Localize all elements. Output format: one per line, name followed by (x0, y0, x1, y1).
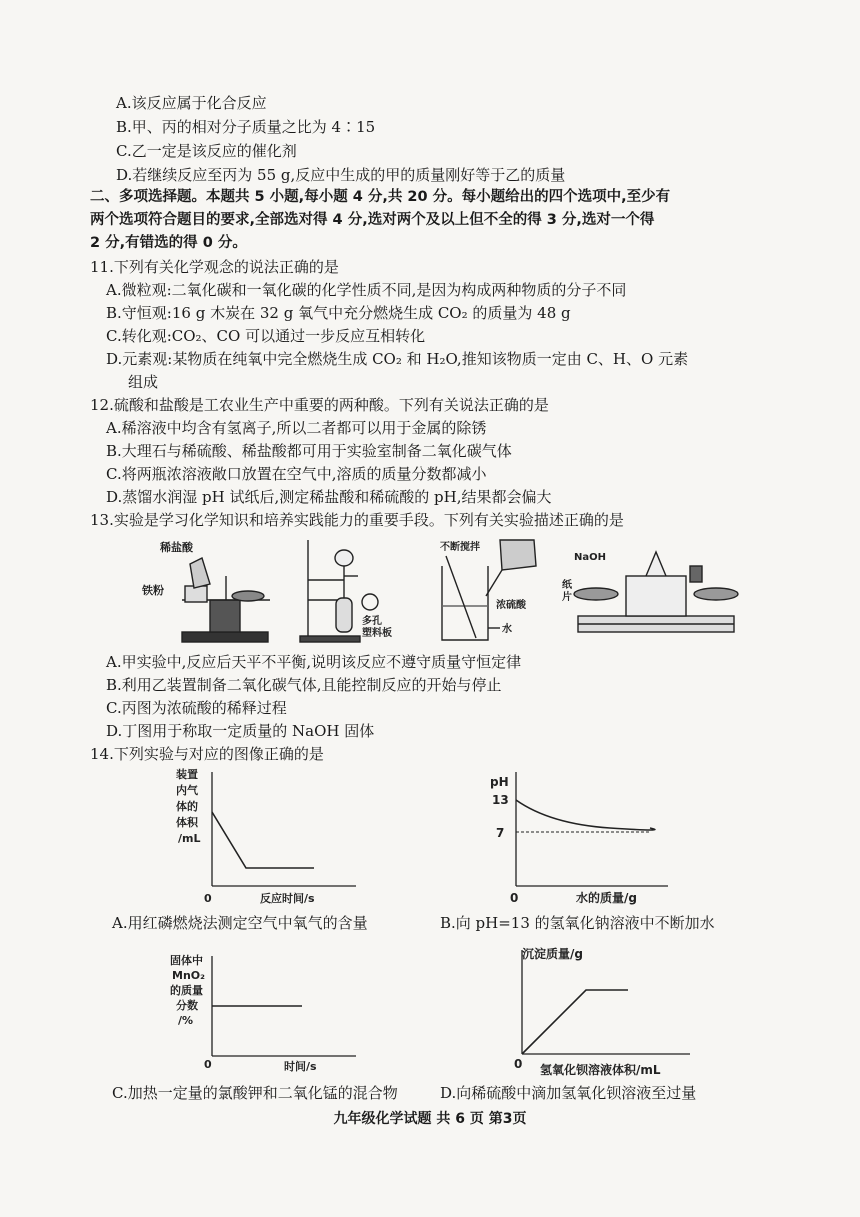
q12-option-c: C.将两瓶浓溶液敞口放置在空气中,溶质的质量分数都减小 (106, 465, 487, 483)
q10-option-c: C.乙一定是该反应的催化剂 (116, 142, 297, 160)
graph-d-xlabel: 氢氧化钡溶液体积/mL (540, 1063, 661, 1077)
graph-a-origin: 0 (204, 892, 212, 905)
graph-b-ytick-13: 13 (492, 793, 509, 807)
q11-option-c: C.转化观:CO₂、CO 可以通过一步反应互相转化 (106, 327, 426, 345)
graph-a (166, 766, 366, 906)
label-ding-paper2: 片 (562, 592, 572, 603)
label-jia-acid: 稀盐酸 (160, 541, 193, 554)
q11-option-d-cont: 组成 (128, 373, 159, 391)
graph-c (166, 948, 366, 1080)
q11-option-d: D.元素观:某物质在纯氧中完全燃烧生成 CO₂ 和 H₂O,推知该物质一定由 C、H、O 元素 (106, 350, 689, 368)
q12-option-d: D.蒸馏水润湿 pH 试纸后,测定稀盐酸和稀硫酸的 pH,结果都会偏大 (106, 488, 552, 506)
q11-stem: 11.下列有关化学观念的说法正确的是 (90, 258, 339, 276)
q12-option-b: B.大理石与稀硫酸、稀盐酸都可用于实验室制备二氧化碳气体 (106, 442, 512, 460)
graph-b-ytick-7: 7 (496, 826, 505, 840)
label-yi-plate2: 塑料板 (362, 628, 392, 639)
graph-d-ylabel: 沉淀质量/g (522, 947, 583, 961)
page-footer: 九年级化学试题 共 6 页 第3页 (333, 1111, 527, 1127)
label-jia-iron: 铁粉 (142, 584, 164, 597)
graph-d-origin: 0 (514, 1057, 523, 1071)
graph-c-ylabel-4: 分数 (176, 999, 198, 1012)
q10-option-d: D.若继续反应至丙为 55 g,反应中生成的甲的质量刚好等于乙的质量 (116, 166, 566, 184)
q14-caption-a: A.用红磷燃烧法测定空气中氧气的含量 (112, 914, 368, 932)
graph-b-curve (516, 800, 655, 830)
q12-option-a: A.稀溶液中均含有氢离子,所以二者都可以用于金属的除锈 (106, 419, 487, 437)
label-ding-paper1: 纸 (562, 580, 572, 591)
section2-instructions-2: 两个选项符合题目的要求,全部选对得 4 分,选对两个及以上但不全的得 3 分,选对一个得 (90, 212, 655, 228)
q12-stem: 12.硫酸和盐酸是工农业生产中重要的两种酸。下列有关说法正确的是 (90, 396, 549, 414)
graph-c-origin: 0 (204, 1058, 212, 1071)
q10-option-b: B.甲、丙的相对分子质量之比为 4∶15 (116, 118, 376, 136)
graph-b-origin: 0 (510, 891, 519, 905)
section2-instructions-1: 二、多项选择题。本题共 5 小题,每小题 4 分,共 20 分。每小题给出的四个选项中,至少有 (90, 189, 671, 205)
apparatus-bing (440, 540, 536, 640)
graph-a-ylabel-1: 装置 (176, 768, 198, 781)
graph-b-ylabel: pH (490, 775, 509, 789)
label-yi-plate1: 多孔 (362, 616, 382, 627)
graph-c-ylabel-1: 固体中 (170, 954, 203, 967)
section2-instructions-3: 2 分,有错选的得 0 分。 (90, 235, 247, 251)
q14-stem: 14.下列实验与对应的图像正确的是 (90, 745, 324, 763)
q14-caption-c: C.加热一定量的氯酸钾和二氧化锰的混合物 (112, 1084, 398, 1102)
q14-caption-d: D.向稀硫酸中滴加氢氧化钡溶液至过量 (440, 1084, 697, 1102)
label-bing-acid: 浓硫酸 (496, 600, 526, 611)
q13-option-c: C.丙图为浓硫酸的稀释过程 (106, 699, 287, 717)
q13-stem: 13.实验是学习化学知识和培养实践能力的重要手段。下列有关实验描述正确的是 (90, 511, 624, 529)
graph-a-ylabel-4: 体积 (176, 816, 198, 829)
graph-a-xlabel: 反应时间/s (260, 892, 315, 905)
label-bing-stir: 不断搅拌 (440, 542, 480, 553)
apparatus-jia (141, 540, 270, 642)
q13-option-d: D.丁图用于称取一定质量的 NaOH 固体 (106, 722, 375, 740)
graph-a-ylabel-2: 内气 (176, 784, 198, 797)
q11-option-a: A.微粒观:二氧化碳和一氧化碳的化学性质不同,是因为构成两种物质的分子不同 (106, 281, 627, 299)
graph-b (480, 766, 680, 906)
graph-c-xlabel: 时间/s (284, 1060, 317, 1073)
graph-d-curve (522, 990, 628, 1054)
q10-option-a: A.该反应属于化合反应 (116, 94, 267, 112)
label-bing-water: 水 (502, 624, 512, 635)
graph-d (500, 942, 700, 1080)
graph-c-ylabel-3: 的质量 (170, 984, 203, 997)
q13-option-b: B.利用乙装置制备二氧化碳气体,且能控制反应的开始与停止 (106, 676, 502, 694)
label-ding-naoh: NaOH (574, 552, 606, 563)
apparatus-yi (300, 540, 392, 642)
graph-c-ylabel-5: /% (178, 1014, 194, 1027)
graph-c-ylabel-2: MnO₂ (172, 969, 205, 982)
graph-a-ylabel-3: 体的 (176, 800, 198, 813)
q14-caption-b: B.向 pH=13 的氢氧化钠溶液中不断加水 (440, 914, 715, 932)
graph-a-curve (212, 812, 314, 868)
graph-a-ylabel-5: /mL (178, 832, 201, 845)
q13-option-a: A.甲实验中,反应后天平不平衡,说明该反应不遵守质量守恒定律 (106, 653, 522, 671)
apparatus-ding (562, 552, 738, 632)
q11-option-b: B.守恒观:16 g 木炭在 32 g 氧气中充分燃烧生成 CO₂ 的质量为 48 g (106, 304, 571, 322)
q13-apparatus-figures (130, 536, 760, 648)
graph-b-xlabel: 水的质量/g (576, 891, 637, 905)
